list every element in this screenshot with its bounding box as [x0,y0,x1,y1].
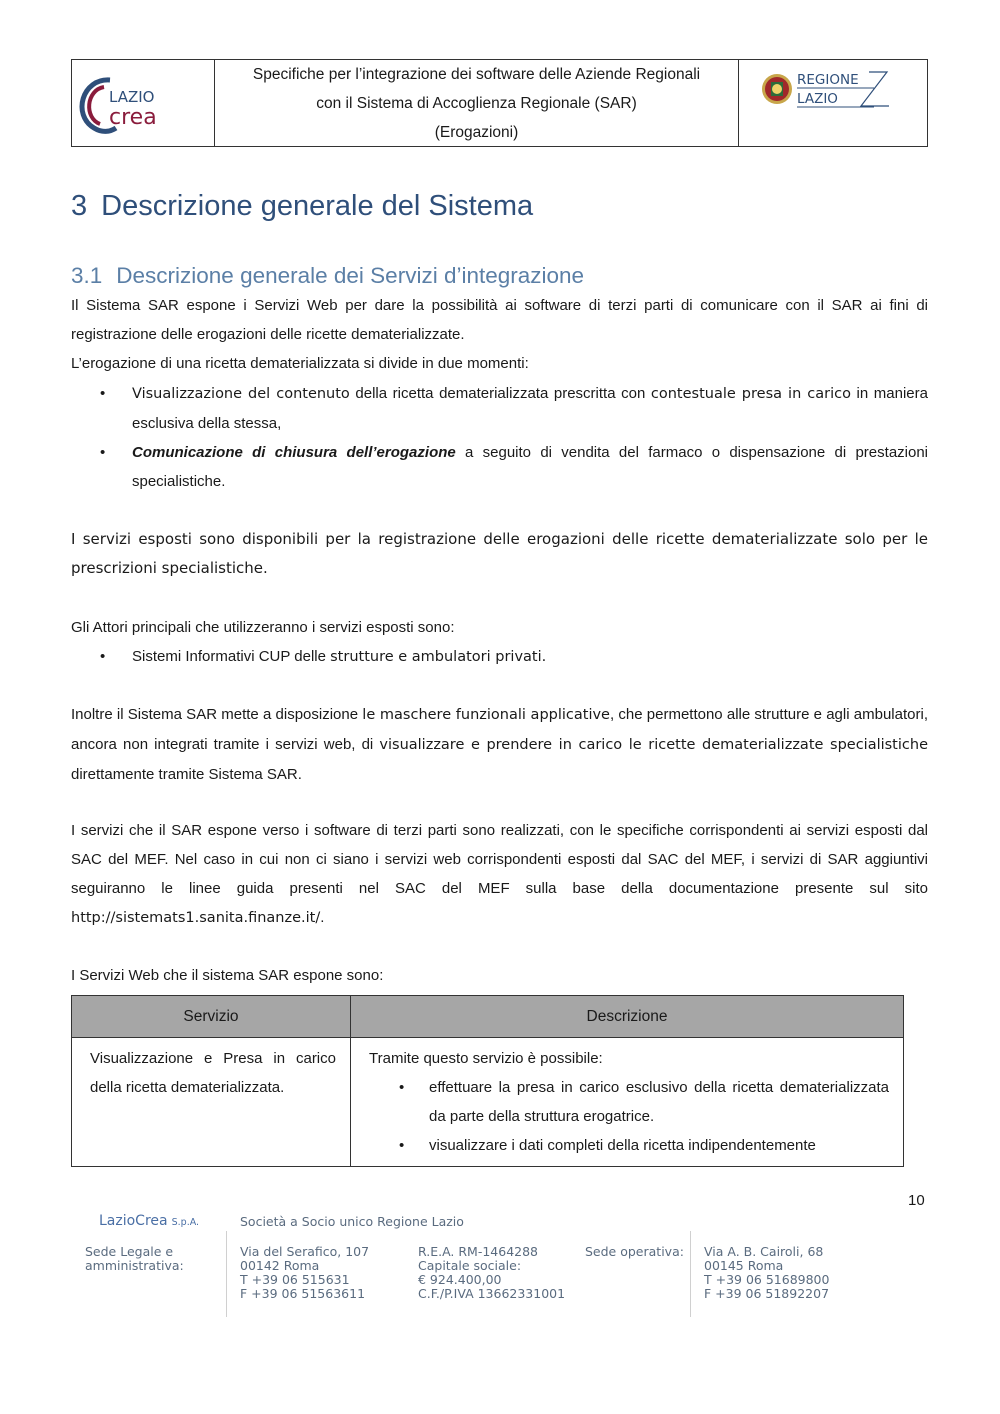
bullet-1-text-b: della ricetta dematerializzata prescritta con [349,385,651,402]
table-cell-servizio [72,1038,351,1167]
paragraph-maschere [71,700,928,789]
section-heading [71,190,533,223]
footer-col-rea [418,1245,565,1301]
footer-line: 00145 Roma [704,1258,784,1273]
footer-col-sede-operativa [585,1245,684,1259]
service-bullet-1: effettuare la presa in carico esclusivo della ricetta dematerializzata da parte della struttura erogatrice. [429,1079,889,1125]
p5-c: , che permettono alle strutture e agli ambulatori, ancora non integrati tramite i servizi web, di [71,706,928,753]
footer-brand-name: LazioCrea [99,1213,168,1229]
footer-col-address-operativa [704,1245,829,1301]
logo-text-lazio: LAZIO [109,88,155,106]
footer-society: Società a Socio unico Regione Lazio [240,1214,464,1229]
footer-line: R.E.A. RM-1464288 [418,1244,539,1259]
paragraph-moments: L’erogazione di una ricetta dematerializzata si divide in due momenti: [71,355,529,372]
laziocrea-logo [72,60,215,146]
bullet-2-text: a seguito di vendita del farmaco o dispensazione di prestazioni specialistiche. [132,444,929,490]
footer-line: amministrativa: [85,1258,184,1273]
paragraph-servizi-web: I Servizi Web che il sistema SAR espone sono: [71,967,384,984]
paragraph-mef [71,816,928,933]
p6-a: I servizi che il SAR espone verso i software di terzi parti sono realizzati, con le specifiche corrispondenti ai servizi esposti dal SAC del MEF. Nel caso in cui non ci siano i servizi web corrispondenti esposti dal SAC del MEF, i servizi di SAR aggiuntivi seguiranno le linee guida presenti nel SAC del MEF sulla base della documentazione presente sul sito [71,822,928,897]
sistemats-link[interactable]: http://sistemats1.sanita.finanze.it/ [71,910,321,926]
table-header-row [72,996,904,1038]
footer-divider [690,1231,691,1317]
logo-text-crea: crea [109,105,157,130]
services-table [71,995,904,1167]
footer-line: C.F./P.IVA 13662331001 [418,1286,566,1301]
table-header-descrizione: Descrizione [351,996,904,1038]
page-header [71,59,928,147]
footer-divider [226,1231,227,1317]
p5-b: le maschere funzionali applicative [362,707,610,723]
service-bullet-2: visualizzare i dati completi della ricetta indipendentemente [429,1137,816,1154]
table-header-servizio: Servizio [72,996,351,1038]
table-row [72,1038,904,1167]
paragraph-intro: Il Sistema SAR espone i Servizi Web per dare la possibilità ai software di terzi parti di comunicare con il SAR ai fini di registrazione delle erogazioni delle ricette dematerializzate. [71,297,928,343]
footer-line: € 924.400,00 [418,1272,502,1287]
bullet-icon: • [100,648,106,665]
p6-c: . [320,909,325,926]
footer-line: T +39 06 515631 [240,1272,350,1287]
header-title-line-2: con il Sistema di Accoglienza Regionale (SAR) [316,95,637,112]
p5-e: direttamente tramite Sistema SAR. [71,766,302,783]
bullet-icon: • [100,444,106,461]
bullet-icon: • [100,385,106,402]
list-item [369,1073,889,1131]
p5-d: visualizzare e prendere in carico le ricette dematerializzate specialistiche [379,737,928,753]
footer-line: Sede operativa: [585,1244,684,1259]
footer-col-address [240,1245,369,1301]
subsection-title: Descrizione generale dei Servizi d’integrazione [116,263,585,288]
paragraph-specialistiche: I servizi esposti sono disponibili per la registrazione delle erogazioni delle ricette dematerializzate solo per le prescrizioni specialistiche. [71,530,928,577]
bullet-item-cup [132,642,928,672]
table-cell-descrizione [351,1038,904,1167]
bullet-icon: • [399,1079,405,1096]
bullet-item-visualizzazione [132,379,928,438]
footer-line: Via A. B. Cairoli, 68 [704,1244,824,1259]
bullet-1-emph-c: contestuale presa in carico [650,386,851,402]
laziocrea-logo-mark [72,60,215,146]
footer-line: F +39 06 51563611 [240,1286,366,1301]
footer-line: F +39 06 51892207 [704,1286,830,1301]
footer-line: Capitale sociale: [418,1258,522,1273]
subsection-number: 3.1 [71,263,103,288]
footer-line: Sede Legale e [85,1244,174,1259]
bullet-icon: • [399,1137,405,1154]
footer-brand [99,1213,199,1229]
bullet-2-emph: Comunicazione di chiusura dell’erogazione [132,444,456,461]
service-description-intro: Tramite questo servizio è possibile: [369,1050,603,1067]
logo-text-lazio-right: LAZIO [797,91,838,107]
bullet-1-text-d: in maniera esclusiva della stessa, [132,385,928,432]
subsection-heading [71,263,584,289]
regione-lazio-emblem [739,60,927,146]
footer-col-sede-legale [85,1245,184,1273]
header-title [215,60,739,146]
p5-a: Inoltre il Sistema SAR mette a disposizione [71,706,363,723]
logo-text-regione: REGIONE [797,72,859,88]
header-title-line-1: Specifiche per l’integrazione dei software delle Aziende Regionali [252,66,701,83]
header-title-line-3: (Erogazioni) [434,124,519,141]
footer-brand-suffix: S.p.A. [171,1217,200,1228]
bullet-3-text: Sistemi Informativi CUP delle [132,648,331,665]
bullet-3-emph: strutture e ambulatori privati. [330,649,547,665]
service-name: Visualizzazione e Presa in carico della ricetta dematerializzata. [90,1050,336,1096]
page-number: 10 [908,1192,925,1209]
footer-line: Via del Serafico, 107 [240,1244,370,1259]
regione-lazio-logo [739,60,927,146]
list-item [369,1131,889,1160]
section-title: Descrizione generale del Sistema [101,190,534,222]
bullet-1-emph-a: Visualizzazione del contenuto [132,386,350,402]
footer-line: 00142 Roma [240,1258,320,1273]
bullet-item-comunicazione [132,438,928,496]
paragraph-attori: Gli Attori principali che utilizzeranno i servizi esposti sono: [71,619,455,636]
section-number: 3 [71,190,88,222]
footer-line: T +39 06 51689800 [704,1272,830,1287]
